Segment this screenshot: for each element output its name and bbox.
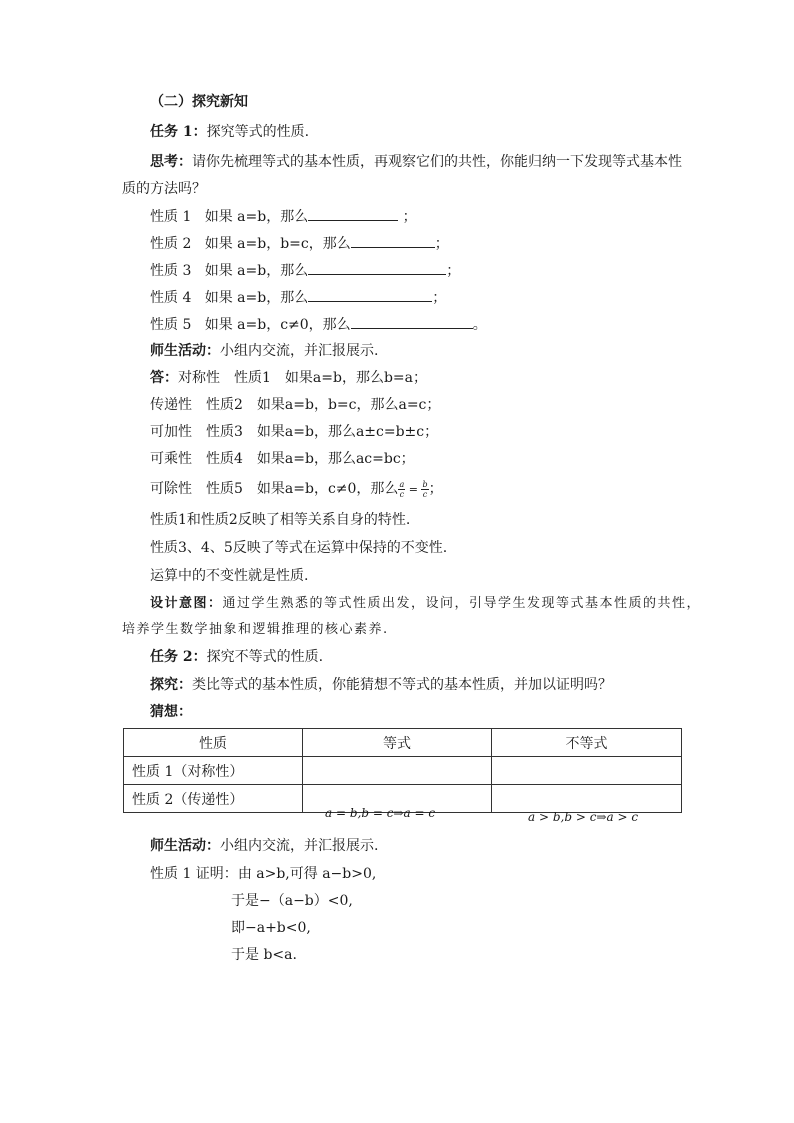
section-title: （二）探究新知	[150, 94, 248, 110]
task2-text: 探究不等式的性质.	[206, 649, 324, 665]
property-text: 如果 a=b，那么	[204, 209, 309, 225]
explore-label: 探究：	[150, 677, 192, 693]
activity1-line	[150, 341, 378, 361]
row-property-name: 性质 2（传递性）	[124, 785, 303, 813]
design-text: 通过学生熟悉的等式性质出发，设问，引导学生发现等式基本性质的共性，	[222, 596, 702, 611]
row-inequality-cell[interactable]	[492, 785, 682, 813]
answer-blank[interactable]	[308, 260, 446, 275]
fraction-b-over-c: $\frac{b}{c}$	[422, 479, 428, 499]
think-line2: 质的方法吗？	[122, 181, 206, 197]
proof-line-3: 即−a+b<0,	[231, 920, 311, 936]
answer-1	[150, 368, 427, 388]
activity2-text: 小组内交流，并汇报展示.	[220, 838, 379, 854]
proof-line-4: 于是 b<a.	[231, 947, 297, 963]
answer-blank[interactable]	[308, 206, 398, 221]
explore-text: 类比等式的基本性质，你能猜想不等式的基本性质，并加以证明吗？	[192, 677, 612, 693]
equals-sign: =	[405, 483, 422, 496]
property-end: ；	[398, 209, 417, 225]
row-property-name: 性质 1（对称性）	[124, 757, 303, 785]
task1-text: 探究等式的性质.	[206, 124, 310, 140]
proof-line-1	[150, 864, 376, 884]
explore-line	[150, 675, 612, 695]
property-end: ；	[446, 263, 461, 279]
answer-blank[interactable]	[351, 233, 435, 248]
property-text: 如果 a=b，那么	[204, 263, 309, 279]
guess-label: 猜想：	[150, 704, 192, 720]
task2-label: 任务 2：	[150, 649, 207, 665]
table-row	[124, 757, 682, 785]
think-label: 思考：	[150, 154, 192, 170]
activity2-line	[150, 836, 378, 856]
design-label: 设计意图：	[150, 596, 223, 611]
property-name: 性质 5	[150, 317, 192, 333]
task2-line	[150, 647, 323, 667]
answer-text: 可除性 性质5 如果a=b，c≠0，那么	[150, 481, 399, 497]
property-comparison-table	[123, 728, 682, 813]
answer-2: 传递性 性质2 如果a=b，b=c，那么a=c；	[150, 397, 441, 413]
header-inequality: 不等式	[492, 729, 682, 757]
property-end: ；	[432, 290, 447, 306]
think-text: 请你先梳理等式的基本性质，再观察它们的共性，你能归纳一下发现等式基本性	[192, 154, 682, 170]
answer-prefix: 答：	[150, 370, 178, 386]
property-1	[150, 206, 417, 227]
note-1: 性质1和性质2反映了相等关系自身的特性.	[150, 512, 411, 528]
activity1-text: 小组内交流，并汇报展示.	[220, 343, 379, 359]
proof-line-2: 于是−（a−b）<0,	[231, 893, 353, 909]
think-line1	[150, 152, 682, 172]
property-text: 如果 a=b，c≠0，那么	[204, 317, 351, 333]
proof-label: 性质 1 证明：	[150, 866, 238, 882]
inequality-transitive-formula: a > b,b > c⇒a > c	[528, 810, 639, 824]
property-name: 性质 1	[150, 209, 192, 225]
property-3	[150, 260, 460, 281]
design-line2: 培养学生数学抽象和逻辑推理的核心素养.	[122, 622, 389, 637]
proof-step: 由 a>b,可得 a−b>0,	[237, 866, 377, 882]
property-name: 性质 2	[150, 236, 192, 252]
task1-label: 任务 1：	[150, 124, 207, 140]
property-2	[150, 233, 449, 254]
header-property: 性质	[124, 729, 303, 757]
design-line1	[150, 594, 701, 614]
answer-4: 可乘性 性质4 如果a=b，那么ac=bc；	[150, 451, 415, 467]
answer-text: 对称性 性质1 如果a=b，那么b=a；	[178, 370, 427, 386]
fraction-a-over-c: $\frac{a}{c}$	[399, 479, 405, 499]
property-4	[150, 287, 446, 308]
task1-line	[150, 122, 309, 142]
note-2: 性质3、4、5反映了等式在运算中保持的不变性.	[150, 540, 448, 556]
answer-5	[150, 479, 443, 500]
answer-3: 可加性 性质3 如果a=b，那么a±c=b±c；	[150, 424, 439, 440]
property-name: 性质 3	[150, 263, 192, 279]
table-header-row	[124, 729, 682, 757]
activity1-label: 师生活动：	[150, 343, 220, 359]
property-name: 性质 4	[150, 290, 192, 306]
property-5	[150, 314, 487, 335]
answer-blank[interactable]	[351, 314, 473, 329]
answer-blank[interactable]	[308, 287, 432, 302]
header-equation: 等式	[303, 729, 492, 757]
equation-transitive-formula: a = b,b = c⇒a = c	[325, 806, 436, 820]
property-end: 。	[472, 317, 487, 333]
row-equation-cell[interactable]	[303, 757, 492, 785]
property-end: ；	[434, 236, 449, 252]
row-inequality-cell[interactable]	[492, 757, 682, 785]
activity2-label: 师生活动：	[150, 838, 220, 854]
answer-end: ；	[428, 481, 443, 497]
note-3: 运算中的不变性就是性质.	[150, 568, 309, 584]
property-text: 如果 a=b，那么	[204, 290, 309, 306]
property-text: 如果 a=b，b=c，那么	[204, 236, 351, 252]
